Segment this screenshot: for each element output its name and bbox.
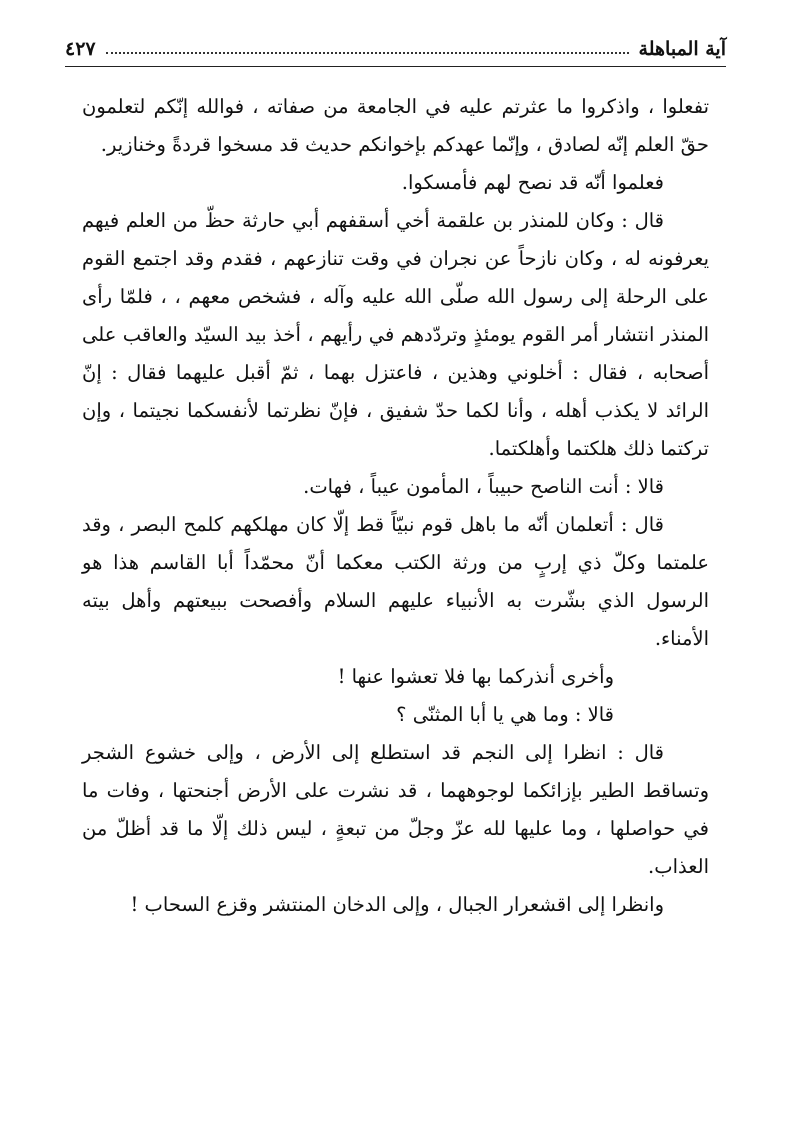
page-number: ٤٢٧ bbox=[65, 38, 96, 60]
paragraph-1: تفعلوا ، واذكروا ما عثرتم عليه في الجامعة من صفاته ، فوالله إنّكم لتعلمون حقّ العلم إنّه لصادق ، وإنّما عهدكم بإخوانكم حديث قد مسخوا قردةً وخنازير. bbox=[82, 95, 709, 156]
paragraph-3: قال : وكان للمنذر بن علقمة أخي أسقفهم أبي حارثة حظّ من العلم فيهم يعرفونه له ، وكان نازحاً عن نجران في وقت تنازعهم ، فقدم وقد اجتمع القوم على الرحلة إلى رسول الله صلّى الله عليه وآله ، فشخص معهم ، ، فلمّا رأى المنذر انتشار أمر القوم يومئذٍ وتردّدهم في رأيهم ، أخذ بيد السيّد والعاقب على أصحابه ، فقال : أخلوني وهذين ، فاعتزل بهما ، ثمّ أقبل عليهما فقال : إنّ الرائد لا يكذب أهله ، وأنا لكما حدّ شفيق ، فإنّ نظرتما لأنفسكما نجيتما ، وإن تركتما ذلك هلكتما وأهلكتما. bbox=[82, 209, 709, 460]
paragraph-5: قال : أتعلمان أنّه ما باهل قوم نبيّاً قط إلّا كان مهلكهم كلمح البصر ، وقد علمتما وكلّ ذي إربٍ من ورثة الكتب معكما أنّ محمّداً أبا القاسم هذا هو الرسول الذي بشّرت به الأنبياء عليهم السلام وأفصحت ببيعتهم وأهل بيته الأمناء. bbox=[82, 513, 709, 650]
paragraph-2: فعلموا أنّه قد نصح لهم فأمسكوا. bbox=[401, 171, 664, 194]
paragraph-6: وأخرى أنذركما بها فلا تعشوا عنها ! bbox=[337, 665, 614, 688]
dotted-leader bbox=[106, 52, 629, 54]
paragraph-9: وانظرا إلى اقشعرار الجبال ، وإلى الدخان المنتشر وقزع السحاب ! bbox=[130, 893, 664, 916]
paragraph-8: قال : انظرا إلى النجم قد استطلع إلى الأرض ، وإلى خشوع الشجر وتساقط الطير بإزائكما لوجوههما ، قد نشرت على الأرض أجنحتها ، وفات ما في حواصلها ، وما عليها لله عزّ وجلّ من تبعةٍ ، ليس ذلك إلّا ما قد أظلّ من العذاب. bbox=[82, 741, 709, 878]
page-header bbox=[65, 26, 726, 67]
body-text bbox=[82, 88, 709, 924]
paragraph-7: قالا : وما هي يا أبا المثنّى ؟ bbox=[396, 703, 614, 726]
paragraph-4: قالا : أنت الناصح حبيباً ، المأمون عيباً ، فهات. bbox=[303, 475, 664, 498]
running-title: آية المباهلة bbox=[638, 38, 726, 60]
